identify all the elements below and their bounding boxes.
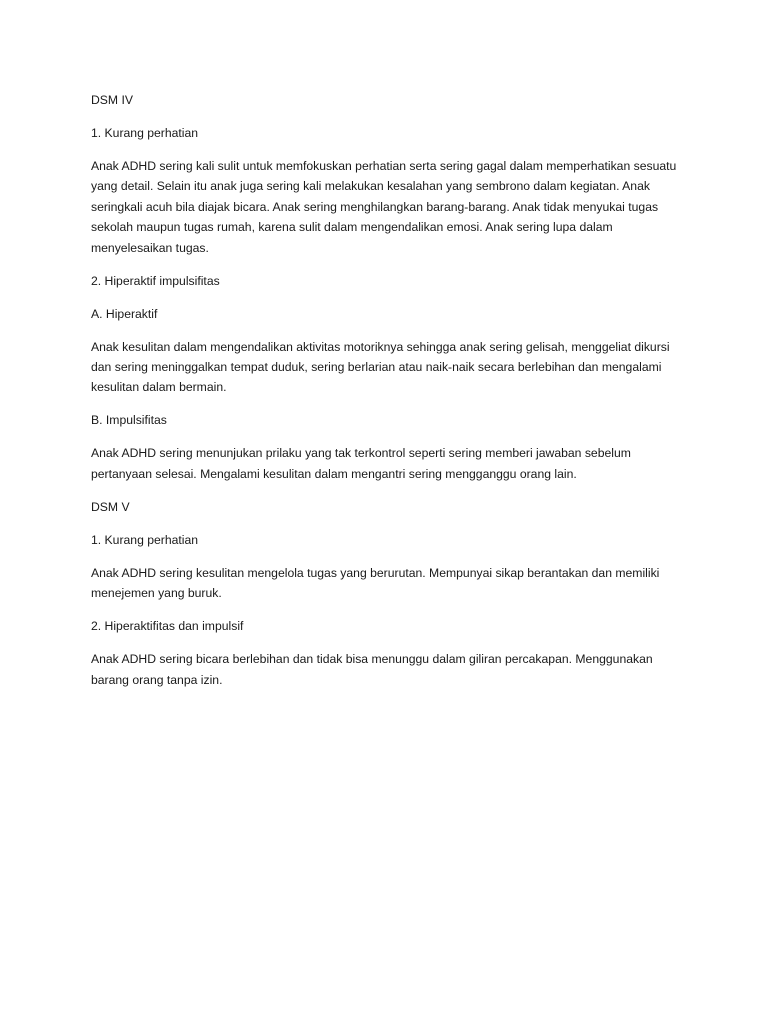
subheading-kurang-perhatian: 1. Kurang perhatian (91, 126, 199, 140)
paragraph-impulsifitas: Anak ADHD sering menunjukan prilaku yang tak terkontrol seperti sering memberi jawaban sebelum pertanyaan selesai. Mengalami kesulitan dalam mengantri sering mengganggu orang lain. (91, 446, 631, 481)
section-heading-dsm-v: DSM V (91, 499, 130, 514)
paragraph-hiperaktifitas-impulsif: Anak ADHD sering bicara berlebihan dan tidak bisa menunggu dalam giliran percakapan. Menggunakan barang orang tanpa izin. (91, 652, 653, 687)
subheading-hiperaktif-impulsifitas: 2. Hiperaktif impulsifitas (91, 273, 220, 288)
subheading-kurang-perhatian-dsm-v: 1. Kurang perhatian (91, 532, 199, 547)
paragraph-kurang-perhatian-dsm-v: Anak ADHD sering kesulitan mengelola tugas yang berurutan. Mempunyai sikap berantakan dan memiliki menejemen yang buruk. (91, 565, 660, 601)
subheading-impulsifitas: B. Impulsifitas (91, 413, 167, 428)
paragraph-hiperaktif: Anak kesulitan dalam mengendalikan aktivitas motoriknya sehingga anak sering gelisah, menggeliat dikursi dan sering meninggalkan tempat duduk, sering berlarian atau naik-naik secara berlebihan dan mengalami kesulitan dalam bermain. (91, 339, 670, 395)
subheading-hiperaktif: A. Hiperaktif (91, 306, 158, 321)
paragraph-kurang-perhatian: Anak ADHD sering kali sulit untuk memfokuskan perhatian serta sering gagal dalam memperhatikan sesuatu yang detail. Selain itu anak juga sering kali melakukan kesalahan yang sembrono dalam kegiatan. Anak seringkali acuh bila diajak bicara. Anak sering menghilangkan barang-barang. Anak tidak menyukai tugas sekolah maupun tugas rumah, karena sulit dalam mengendalikan emosi. Anak sering lupa dalam menyelesaikan tugas. (91, 159, 677, 255)
document-body (91, 90, 683, 703)
subheading-hiperaktifitas-impulsif: 2. Hiperaktifitas dan impulsif (91, 619, 244, 634)
section-heading-dsm-iv: DSM IV (91, 93, 133, 107)
